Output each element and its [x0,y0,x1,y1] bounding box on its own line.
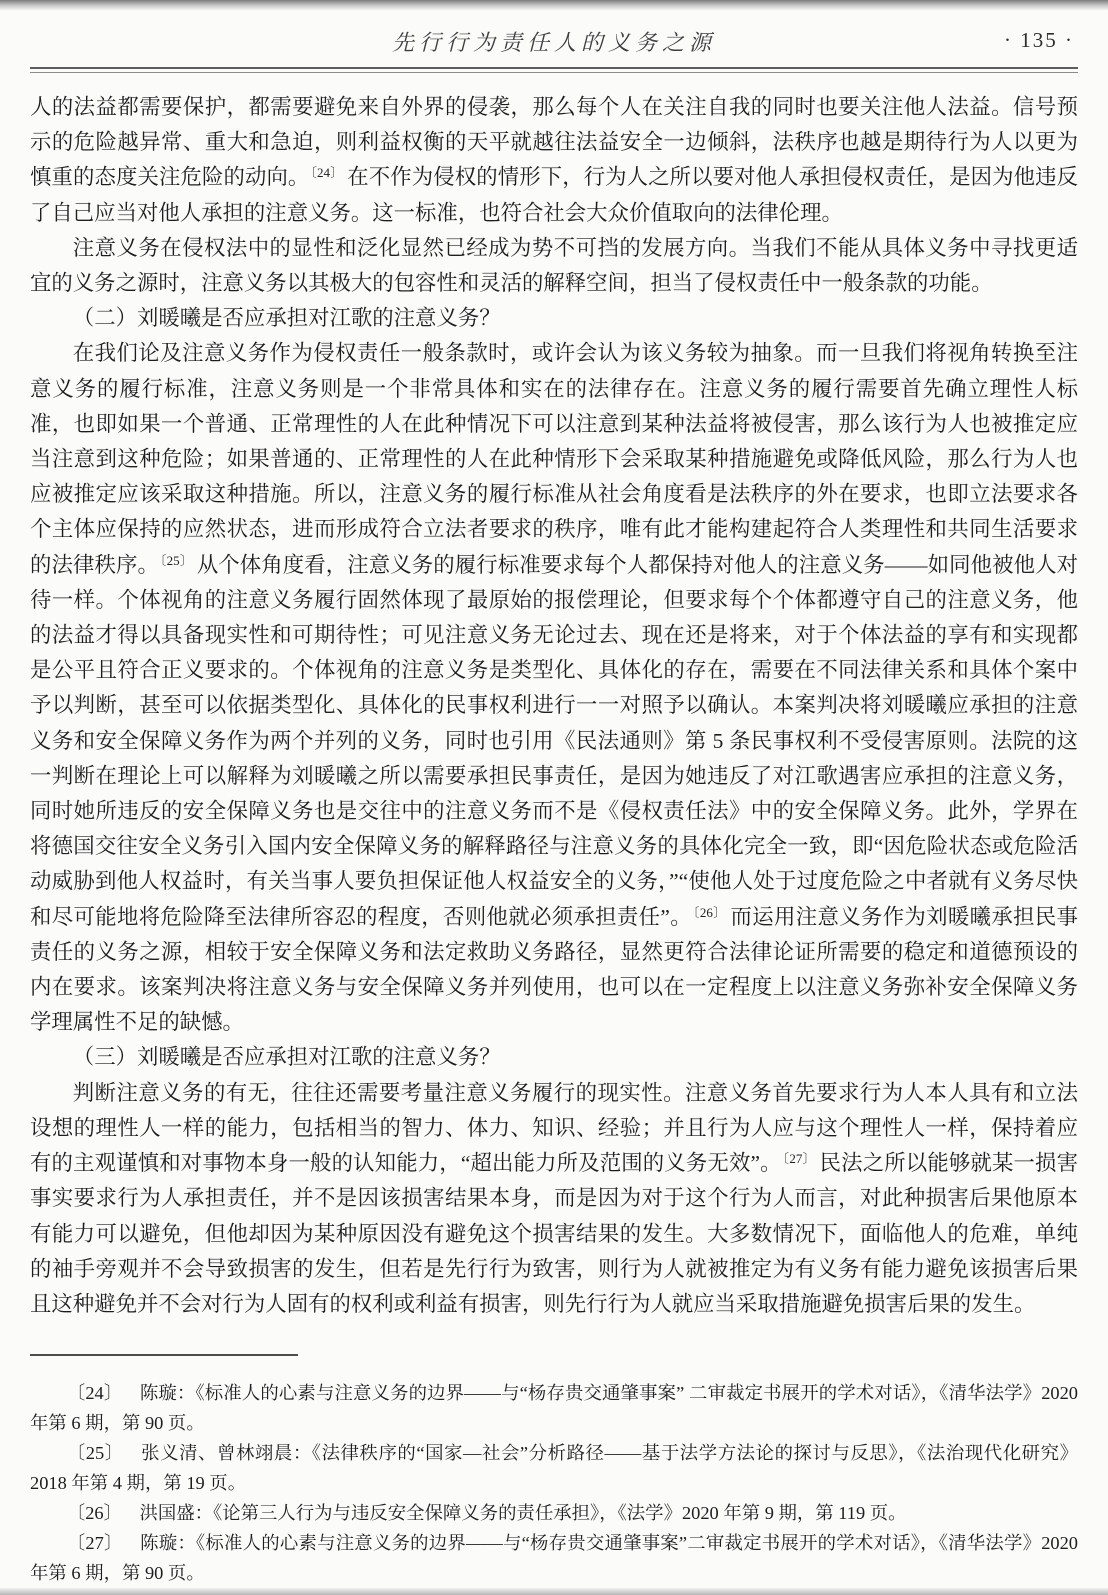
page-number: · 135 · [1004,28,1074,52]
section-heading-3: （三）刘暖曦是否应承担对江歌的注意义务？ [72,1045,501,1070]
text-run: 而运用注意义务作为刘暖曦承担民事责任的义务之源，相较于安全保障义务和法定救助义务路径，显然更符合法律论证所需要的稳定和道德预设的内在要求。该案判决将注意义务与安全保障义务并列使用，也可以在一定程度上以注意义务弥补安全保障义务学理属性不足的缺憾。 [30,904,1078,1035]
scan-edge-bottom [0,1588,1108,1595]
footnote-ref-27: 〔27〕 [782,1151,816,1167]
text-run: 从个体角度看，注意义务的履行标准要求每个人都保持对他人的注意义务——如同他被他人对待一样。个体视角的注意义务履行固然体现了最原始的报偿理论，但要求每个个体都遵守自己的注意义务，他的法益才得以具备现实性和可期待性；可见注意义务无论过去、现在还是将来，对于个体法益的享有和实现都是公平且符合正义要求的。个体视角的注意义务是类型化、具体化的存在，需要在不同法律关系和具体个案中予以判断，甚至可以依据类型化、具体化的民事权利进行一一对照予以确认。本案判决将刘暖曦应承担的注意义务和安全保障义务作为两个并列的义务，同时也引用《民法通则》第 5 条民事权利不受侵害原则。法院的这一判断在理论上可以解释为刘暖曦之所以需要承担民事责任，是因为她违反了对江歌遇害应承担的注意义务，同时她所违反的安全保障义务也是交往中的注意义务而不是《侵权责任法》中的安全保障义务。此外，学界在将德国交往安全义务引入国内安全保障义务的解释路径与注意义务的具体化完全一致，即“因危险状态或危险活动威胁到他人权益时，有关当事人要负担保证他人权益安全的义务，”“使他人处于过度危险之中者就有义务尽快和尽可能地将危险降至法律所容忍的程度，否则他就必须承担责任”。 [30,552,1078,929]
text-run: 人的法益都需要保护，都需要避免来自外界的侵袭，那么每个人在关注自我的同时也要关注他人法益。信号预示的危险越异常、重大和急迫，则利益权衡的天平就越往法益安全一边倾斜，法秩序也越是期待行为人以更为慎重的态度关注危险的动向。 [30,95,1078,190]
footnote-ref-26: 〔26〕 [692,904,727,920]
footnote-marker: 〔25〕 [66,1443,124,1464]
footnote-separator-rule [30,1354,298,1356]
section-heading-2: （二）刘暖曦是否应承担对江歌的注意义务？ [72,306,501,331]
footnote-text: 张义清、曾林翊晨：《法律秩序的“国家—社会”分析路径——基于法学方法论的探讨与反思》，《法治现代化研究》2018 年第 4 期，第 19 页。 [30,1443,1078,1494]
footnote-text: 洪国盛：《论第三人行为与违反安全保障义务的责任承担》，《法学》2020 年第 9 期，第 119 页。 [139,1503,907,1524]
footnote-27 [30,1528,1078,1588]
page-header [30,0,1078,60]
paragraph-1 [30,90,1078,231]
footnote-25 [30,1438,1078,1498]
footnote-24 [30,1378,1078,1438]
footnote-marker: 〔24〕 [66,1383,123,1404]
footnote-text: 陈璇：《标准人的心素与注意义务的边界——与“杨存贵交通肇事案”二审裁定书展开的学术对话》，《清华法学》2020 年第 6 期，第 90 页。 [30,1533,1078,1584]
article-body [30,90,1078,1322]
text-run: 在不作为侵权的情形下，行为人之所以要对他人承担侵权责任，是因为他违反了自己应当对他人承担的注意义务。这一标准，也符合社会大众价值取向的法律伦理。 [30,165,1078,225]
footnote-text: 陈璇：《标准人的心素与注意义务的边界——与“杨存贵交通肇事案” 二审裁定书展开的学术对话》，《清华法学》2020 年第 6 期，第 90 页。 [30,1383,1078,1434]
header-rule [30,67,1078,73]
footnote-ref-24: 〔24〕 [310,165,344,181]
text-run: 在我们论及注意义务作为侵权责任一般条款时，或许会认为该义务较为抽象。而一旦我们将视角转换至注意义务的履行标准，注意义务则是一个非常具体和实在的法律存在。注意义务的履行需要首先确立理性人标准，也即如果一个普通、正常理性的人在此种情况下可以注意到某种法益将被侵害，那么该行为人也被推定应当注意到这种危险；如果普通的、正常理性的人在此种情形下会采取某种措施避免或降低风险，那么行为人也应被推定应该采取这种措施。所以，注意义务的履行标准从社会角度看是法秩序的外在要求，也即立法要求各个主体应保持的应然状态，进而形成符合立法者要求的秩序，唯有此才能构建起符合人类理性和共同生活要求的法律秩序。 [30,341,1078,577]
running-title: 先行行为责任人的义务之源 [391,30,716,55]
footnote-26 [30,1498,1078,1528]
footnote-marker: 〔26〕 [66,1503,122,1524]
paragraph-3 [30,336,1078,1040]
footnote-ref-25: 〔25〕 [159,552,193,568]
paragraph-2: 注意义务在侵权法中的显性和泛化显然已经成为势不可挡的发展方向。当我们不能从具体义务中寻找更适宜的义务之源时，注意义务以其极大的包容性和灵活的解释空间，担当了侵权责任中一般条款的功能。 [30,235,1078,296]
text-run: 民法之所以能够就某一损害事实要求行为人承担责任，并不是因该损害结果本身，而是因为对于这个行为人而言，对此种损害后果他原本有能力可以避免，但他却因为某种原因没有避免这个损害结果的发生。大多数情况下，面临他人的危难，单纯的袖手旁观并不会导致损害的发生，但若是先行行为致害，则行为人就被推定为有义务有能力避免该损害后果且这种避免并不会对行为人固有的权利或利益有损害，则先行行为人就应当采取措施避免损害后果的发生。 [30,1151,1078,1316]
text-run: 判断注意义务的有无，往往还需要考量注意义务履行的现实性。注意义务首先要求行为人本人具有和立法设想的理性人一样的能力，包括相当的智力、体力、知识、经验；并且行为人应与这个理性人一样，保持着应有的主观谨慎和对事物本身一般的认知能力，“超出能力所及范围的义务无效”。 [30,1080,1078,1176]
paragraph-4 [30,1076,1078,1322]
footnote-marker: 〔27〕 [66,1533,123,1554]
footnotes-section [30,1378,1078,1588]
